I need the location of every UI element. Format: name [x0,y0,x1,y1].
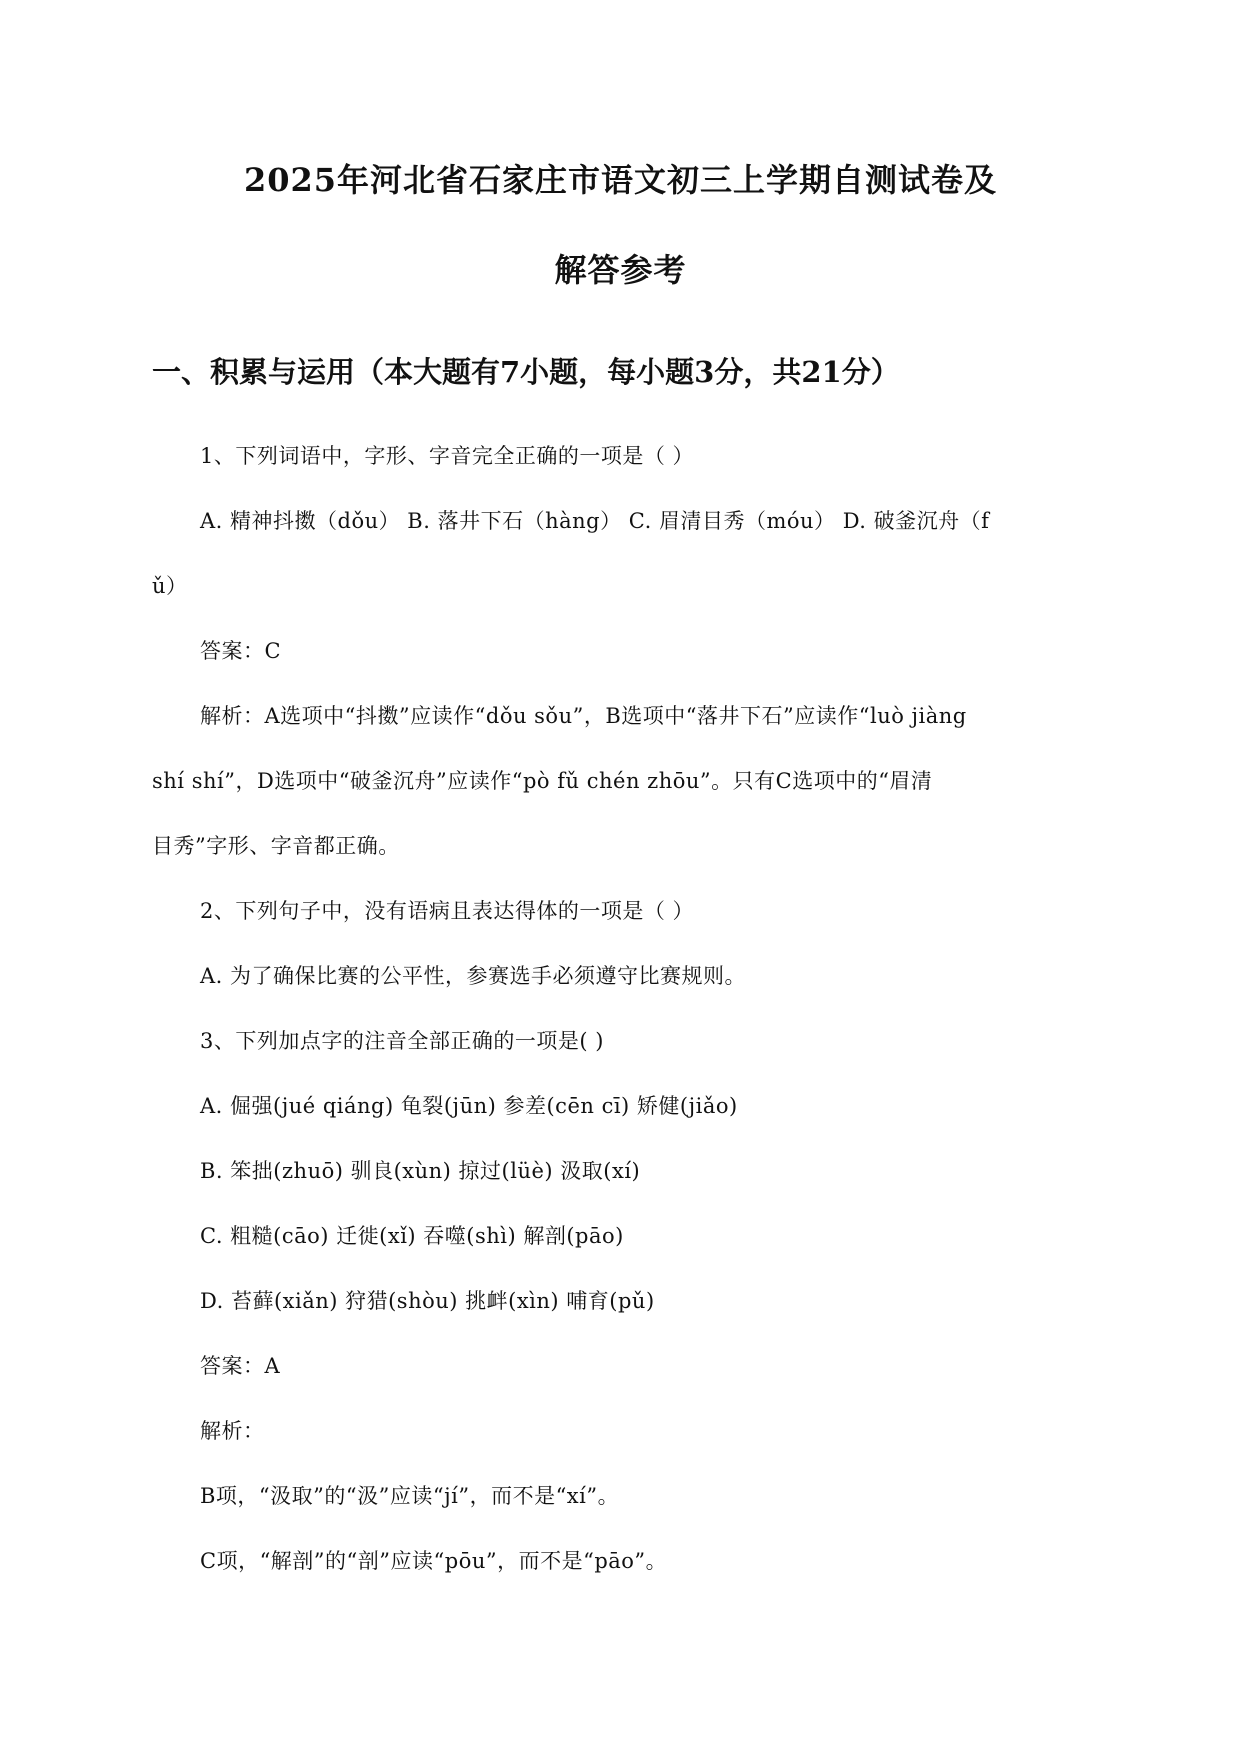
question-3-analysis-c: C项，“解剖”的“剖”应读“pōu”，而不是“pāo”。 [200,1549,668,1573]
question-2-stem: 2、下列句子中，没有语病且表达得体的一项是（ ） [200,899,695,923]
question-3-analysis-label: 解析： [200,1419,265,1443]
question-1-options-continued: ǔ） [152,574,188,598]
question-3-option-a: A. 倔强(jué qiáng) 龟裂(jūn) 参差(cēn cī) 矫健(jiǎo) [200,1094,738,1118]
document-title-line2: 解答参考 [554,251,687,289]
question-3-option-d: D. 苔藓(xiǎn) 狩猎(shòu) 挑衅(xìn) 哺育(pǔ) [200,1289,655,1313]
question-3-option-b: B. 笨拙(zhuō) 驯良(xùn) 掠过(lüè) 汲取(xí) [200,1159,641,1183]
question-1-answer: 答案：C [200,639,282,663]
question-1-analysis-end: 目秀”字形、字音都正确。 [152,834,400,858]
document-title-line1: 2025年河北省石家庄市语文初三上学期自测试卷及 [243,161,998,199]
question-1-stem: 1、下列词语中，字形、字音完全正确的一项是（ ） [200,444,695,468]
question-3-stem: 3、下列加点字的注音全部正确的一项是( ) [200,1029,604,1053]
question-3-answer: 答案：A [200,1354,281,1378]
question-1-analysis-continued: shí shí”，D选项中“破釜沉舟”应读作“pò fǔ chén zhōu”。只有C选项中的“眉清 [152,769,933,793]
question-3-analysis-b: B项，“汲取”的“汲”应读“jí”，而不是“xí”。 [200,1484,620,1508]
section-heading: 一、积累与运用（本大题有7小题，每小题3分，共21分） [152,355,900,389]
question-2-option-a: A. 为了确保比赛的公平性，参赛选手必须遵守比赛规则。 [200,964,747,988]
question-3-option-c: C. 粗糙(cāo) 迁徙(xǐ) 吞噬(shì) 解剖(pāo) [200,1224,624,1248]
question-1-analysis: 解析：A选项中“抖擞”应读作“dǒu sǒu”，B选项中“落井下石”应读作“luò jiàng [200,704,967,728]
question-1-options: A. 精神抖擞（dǒu） B. 落井下石（hàng） C. 眉清目秀（móu） D. 破釜沉舟（f [200,509,990,533]
